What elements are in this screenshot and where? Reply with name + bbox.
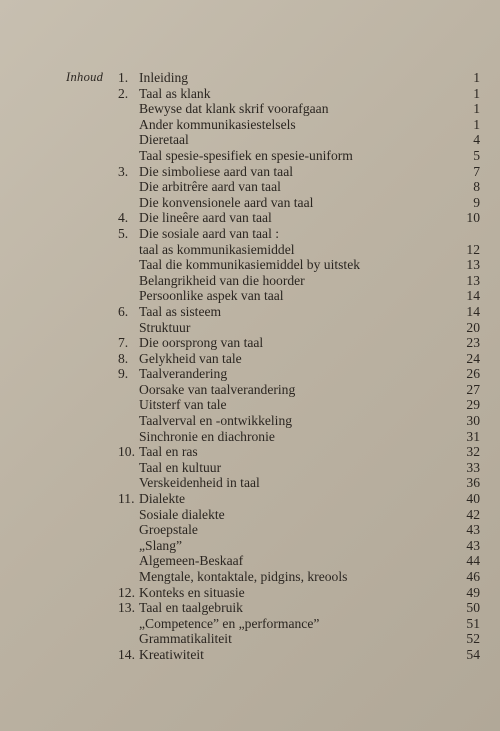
toc-entry	[0, 491, 500, 507]
section-title: Taalverval en -ontwikkeling	[139, 413, 293, 429]
page-number: 52	[466, 631, 480, 647]
page-number: 24	[466, 350, 480, 366]
page-number: 9	[473, 194, 480, 210]
toc-entry	[0, 507, 500, 523]
chapter-number: 6.	[118, 303, 129, 319]
page-number: 23	[466, 335, 480, 351]
page-number: 10	[466, 210, 480, 226]
page-number: 13	[466, 257, 480, 273]
toc-entry	[0, 117, 500, 133]
chapter-title: Inleiding	[139, 70, 189, 85]
page-number: 14	[466, 288, 480, 304]
chapter-title: Kreatiwiteit	[139, 646, 204, 662]
toc-entry	[0, 335, 500, 351]
page-number: 12	[466, 241, 480, 257]
section-title: Ander kommunikasiestelsels	[139, 116, 296, 132]
table-of-contents	[0, 70, 500, 663]
toc-entry	[0, 366, 500, 382]
toc-entry	[0, 553, 500, 569]
chapter-number: 7.	[118, 335, 129, 351]
section-title: Die arbitrêre aard van taal	[139, 179, 281, 195]
toc-entry	[0, 195, 500, 211]
section-title: Mengtale, kontaktale, pidgins, kreools	[139, 569, 348, 584]
chapter-title: Taal en ras	[139, 444, 198, 460]
page-number: 4	[473, 132, 480, 148]
contents-heading: Inhoud	[66, 70, 104, 84]
section-title: Belangrikheid van die hoorder	[139, 272, 305, 288]
toc-entry	[0, 569, 500, 585]
page-number: 32	[466, 444, 480, 460]
chapter-number: 13.	[118, 600, 135, 616]
toc-entry	[0, 210, 500, 226]
toc-entry	[0, 70, 500, 86]
chapter-title: Konteks en situasie	[139, 584, 245, 600]
page-number: 43	[466, 537, 480, 553]
page-number: 7	[473, 163, 480, 179]
toc-entry	[0, 288, 500, 304]
chapter-number: 2.	[118, 85, 129, 101]
section-title: Die konvensionele aard van taal	[139, 194, 314, 210]
toc-entry	[0, 382, 500, 398]
page-number: 54	[466, 646, 480, 662]
page-number: 27	[466, 381, 480, 397]
toc-entry	[0, 320, 500, 336]
toc-entry	[0, 538, 500, 554]
section-title: taal as kommunikasiemiddel	[139, 241, 295, 257]
chapter-title: Die lineêre aard van taal	[139, 210, 272, 226]
section-title: Sosiale dialekte	[139, 506, 225, 522]
section-title: Bewyse dat klank skrif voorafgaan	[139, 101, 329, 117]
page-number: 33	[466, 459, 480, 475]
toc-entry	[0, 86, 500, 102]
chapter-number: 9.	[118, 366, 129, 382]
page-number: 30	[466, 413, 480, 429]
page-number: 14	[466, 303, 480, 319]
page-number: 50	[466, 600, 480, 616]
toc-entry	[0, 226, 500, 242]
page-number: 49	[466, 584, 480, 600]
chapter-number: 12.	[118, 584, 135, 600]
section-title: Struktuur	[139, 319, 191, 335]
toc-entry	[0, 397, 500, 413]
page-number: 8	[473, 179, 480, 195]
toc-entry	[0, 101, 500, 117]
section-title: Verskeidenheid in taal	[139, 475, 260, 491]
toc-entry	[0, 460, 500, 476]
page-number: 1	[473, 101, 480, 117]
toc-entry	[0, 444, 500, 460]
toc-entry	[0, 148, 500, 164]
page-number: 29	[466, 397, 480, 413]
toc-entry	[0, 585, 500, 601]
toc-entry	[0, 475, 500, 491]
section-title: Sinchronie en diachronie	[139, 428, 275, 444]
toc-entry	[0, 351, 500, 367]
chapter-number: 10.	[118, 444, 135, 460]
page-number: 40	[466, 491, 480, 507]
chapter-number: 3.	[118, 163, 129, 179]
toc-entry	[0, 600, 500, 616]
toc-entry	[0, 179, 500, 195]
page-number: 26	[466, 366, 480, 382]
chapter-title: Taal as sisteem	[139, 303, 222, 319]
section-title: Oorsake van taalverandering	[139, 381, 296, 397]
section-title: Taal die kommunikasiemiddel by uitstek	[139, 257, 361, 273]
chapter-title: Taal en taalgebruik	[139, 600, 243, 616]
toc-entry	[0, 631, 500, 647]
page-number: 1	[473, 116, 480, 132]
chapter-title: Dialekte	[139, 491, 186, 507]
page-number: 1	[473, 70, 480, 85]
toc-entry	[0, 257, 500, 273]
section-title: „Slang”	[139, 537, 183, 553]
section-title: Persoonlike aspek van taal	[139, 288, 284, 304]
section-title: Uitsterf van tale	[139, 397, 227, 413]
toc-entry	[0, 429, 500, 445]
chapter-number: 8.	[118, 350, 129, 366]
toc-entry	[0, 647, 500, 663]
chapter-number: 4.	[118, 210, 129, 226]
section-title: Algemeen-Beskaaf	[139, 553, 244, 569]
page-number: 31	[466, 428, 480, 444]
toc-entry	[0, 132, 500, 148]
chapter-title: Die sosiale aard van taal :	[139, 225, 280, 241]
toc-entry	[0, 242, 500, 258]
section-title: Grammatikaliteit	[139, 631, 232, 647]
toc-entry	[0, 164, 500, 180]
page-number: 20	[466, 319, 480, 335]
page-number: 46	[466, 569, 480, 584]
page-number: 36	[466, 475, 480, 491]
chapter-number: 1.	[118, 70, 129, 85]
page-number: 42	[466, 506, 480, 522]
section-title: Dieretaal	[139, 132, 189, 148]
section-title: Groepstale	[139, 522, 198, 538]
chapter-title: Die simboliese aard van taal	[139, 163, 294, 179]
page-number: 5	[473, 147, 480, 163]
toc-entry	[0, 304, 500, 320]
page-number: 51	[466, 615, 480, 631]
toc-entry	[0, 273, 500, 289]
page-number: 43	[466, 522, 480, 538]
chapter-number: 11.	[118, 491, 135, 507]
toc-entry	[0, 616, 500, 632]
page-number: 13	[466, 272, 480, 288]
section-title: „Competence” en „performance”	[139, 615, 320, 631]
toc-entry	[0, 413, 500, 429]
chapter-number: 5.	[118, 225, 129, 241]
chapter-title: Die oorsprong van taal	[139, 335, 264, 351]
chapter-title: Taal as klank	[139, 85, 211, 101]
section-title: Taal spesie-spesifiek en spesie-uniform	[139, 147, 353, 163]
section-title: Taal en kultuur	[139, 459, 222, 475]
chapter-number: 14.	[118, 646, 135, 662]
chapter-title: Taalverandering	[139, 366, 228, 382]
chapter-title: Gelykheid van tale	[139, 350, 242, 366]
page-number: 1	[473, 85, 480, 101]
page-number: 44	[466, 553, 480, 569]
toc-entry	[0, 522, 500, 538]
